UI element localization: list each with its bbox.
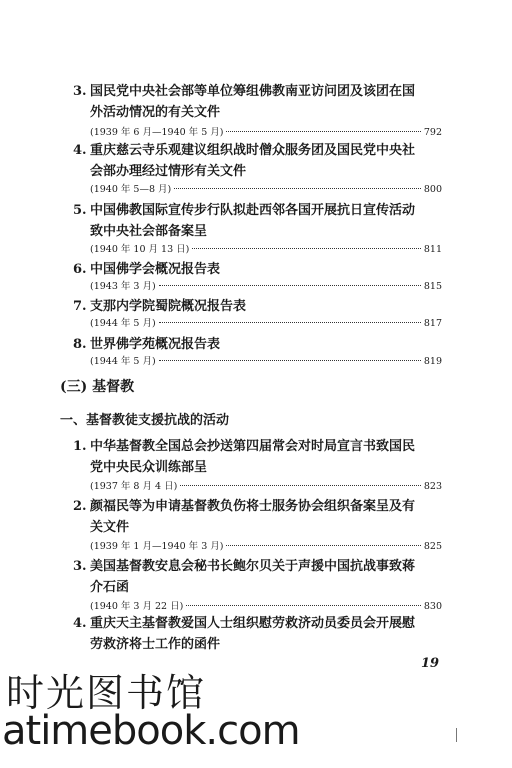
subsection-heading: 一、基督教徒支援抗战的活动 [60, 413, 230, 428]
entry-title-line: 世界佛学苑概况报告表 [90, 337, 221, 352]
entry-date: (1939 年 6 月—1940 年 5 月) [90, 127, 224, 138]
entry-date-row [90, 242, 442, 258]
entry-title-line: 介石函 [90, 580, 130, 595]
entry-number: 2. [73, 499, 87, 514]
entry-date-row [90, 125, 442, 141]
entry-number: 7. [73, 299, 87, 314]
entry-title-line: 中国佛教国际宣传步行队拟赴西邻各国开展抗日宣传活动 [90, 203, 416, 218]
entry-date: (1940 年 5—8 月) [90, 184, 172, 195]
entry-page-number: 815 [423, 281, 442, 292]
watermark-chinese: 时光图书馆 [6, 671, 207, 715]
entry-page-number: 825 [423, 541, 442, 552]
entry-number: 3. [73, 559, 87, 574]
entry-title-line: 中华基督教全国总会抄送第四届常会对时局宣言书致国民 [90, 439, 416, 454]
entry-page-number: 792 [423, 127, 442, 138]
entry-title-line: 关文件 [90, 520, 130, 535]
entry-page-number: 817 [423, 318, 442, 329]
leader-dots [180, 485, 421, 486]
entry-title-line: 会部办理经过情形有关文件 [90, 164, 247, 179]
entry-date-row [90, 539, 442, 555]
entry-date: (1943 年 3 月) [90, 281, 156, 292]
entry-title-line: 党中央民众训练部呈 [90, 460, 208, 475]
entry-number: 8. [73, 337, 87, 352]
entry-number: 4. [73, 143, 87, 158]
leader-dots [159, 285, 421, 286]
page-number: 19 [421, 656, 440, 671]
entry-title-line: 中国佛学会概况报告表 [90, 262, 221, 277]
scan-edge-mark [456, 728, 457, 742]
entry-number: 1. [73, 439, 87, 454]
entry-title-line: 国民党中央社会部等单位筹组佛教南亚访问团及该团在国 [90, 84, 416, 99]
entry-date: (1940 年 3 月 22 日) [90, 601, 184, 612]
leader-dots [186, 605, 421, 606]
entry-date: (1937 年 8 月 4 日) [90, 481, 178, 492]
entry-date: (1940 年 10 月 13 日) [90, 244, 190, 255]
entry-number: 6. [73, 262, 87, 277]
entry-number: 4. [73, 616, 87, 631]
watermark-url: atimebook.com [2, 708, 300, 754]
entry-page-number: 800 [423, 184, 442, 195]
entry-date: (1944 年 5 月) [90, 356, 156, 367]
entry-title-line: 支那内学院蜀院概况报告表 [90, 299, 247, 314]
entry-date-row [90, 279, 442, 295]
leader-dots [159, 322, 421, 323]
entry-title-line: 颜福民等为申请基督教负伤将士服务协会组织备案呈及有 [90, 499, 416, 514]
entry-title-line: 劳救济将士工作的函件 [90, 637, 221, 652]
entry-date-row [90, 182, 442, 198]
entry-date-row [90, 479, 442, 495]
entry-date: (1939 年 1 月—1940 年 3 月) [90, 541, 224, 552]
entry-title-line: 重庆慈云寺乐观建议组织战时僧众服务团及国民党中央社 [90, 143, 416, 158]
entry-title-line: 致中央社会部备案呈 [90, 224, 208, 239]
entry-page-number: 811 [423, 244, 442, 255]
entry-date-row [90, 316, 442, 332]
entry-title-line: 外活动情况的有关文件 [90, 105, 221, 120]
entry-date: (1944 年 5 月) [90, 318, 156, 329]
entry-page-number: 819 [423, 356, 442, 367]
entry-title-line: 美国基督教安息会秘书长鲍尔贝关于声援中国抗战事致蒋 [90, 559, 416, 574]
leader-dots [226, 545, 420, 546]
section-heading: (三) 基督教 [60, 379, 135, 395]
entry-title-line: 重庆天主基督教爱国人士组织慰劳救济动员委员会开展慰 [90, 616, 416, 631]
entry-page-number: 823 [423, 481, 442, 492]
entry-number: 3. [73, 84, 87, 99]
leader-dots [159, 360, 421, 361]
leader-dots [226, 131, 420, 132]
entry-date-row [90, 354, 442, 370]
leader-dots [192, 248, 420, 249]
entry-number: 5. [73, 203, 87, 218]
leader-dots [174, 188, 421, 189]
entry-page-number: 830 [423, 601, 442, 612]
